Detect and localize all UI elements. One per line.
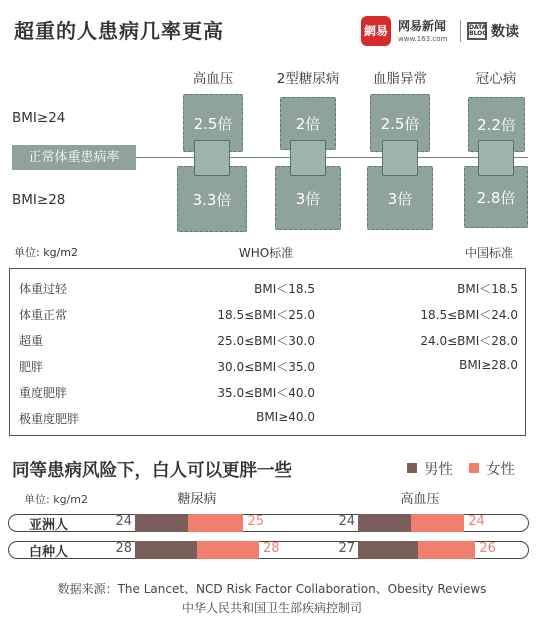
bmi-classification-table: [9, 268, 526, 436]
risk-box-dyslipidemia-bmi24: 2.5倍: [370, 94, 430, 152]
risk-box-dyslipidemia-bmi28: 3倍: [367, 166, 433, 230]
datablog-badge-icon: [467, 22, 487, 40]
value-label-male-0-1: 28: [115, 541, 132, 556]
who-cell: BMI＜18.5: [254, 282, 315, 296]
header-divider: [460, 20, 461, 42]
table-row: [10, 328, 525, 354]
netease-logo: 網易: [361, 16, 391, 46]
value-label-female-0-0: 25: [247, 514, 265, 529]
table-row: [10, 302, 525, 328]
china-standard-header: 中国标准: [464, 246, 513, 260]
value-label-male-1-0: 24: [338, 514, 355, 529]
group-label-hypertension: 高血压: [400, 492, 440, 507]
bar-female-1-0: [411, 514, 464, 532]
risk-box-coronary-bmi28: 2.8倍: [464, 166, 528, 228]
who-cell: 35.0≤BMI＜40.0: [217, 386, 315, 400]
legend-female-swatch: [469, 463, 479, 473]
risk-box-diabetes-bmi28: 3倍: [275, 166, 341, 230]
group-label-diabetes: 糖尿病: [177, 492, 217, 507]
who-cell: 18.5≤BMI＜25.0: [217, 308, 315, 322]
category-cell: 超重: [19, 334, 44, 348]
who-standard-header: WHO标准: [238, 246, 294, 260]
table-row: [10, 406, 525, 432]
category-cell: 体重正常: [19, 308, 68, 322]
category-cell: 极重度肥胖: [19, 412, 80, 426]
chart-unit: 单位: kg/m2: [24, 493, 88, 506]
disease-label-diabetes: 2型糖尿病: [276, 71, 340, 87]
value-label-female-1-0: 24: [468, 514, 485, 529]
section-name: 数读: [491, 24, 519, 40]
table-row: [10, 276, 525, 302]
table-unit: 单位: kg/m2: [14, 246, 78, 259]
table-row: [10, 380, 525, 406]
baseline-marker-coronary: [478, 140, 514, 176]
who-cell: BMI≥40.0: [256, 410, 315, 424]
brand-url: www.163.com: [398, 35, 448, 43]
risk-box-hypertension-bmi28: 3.3倍: [177, 166, 247, 232]
category-cell: 肥胖: [19, 360, 44, 374]
who-cell: 25.0≤BMI＜30.0: [217, 334, 315, 348]
disease-label-coronary: 冠心病: [475, 71, 517, 87]
baseline-marker-hypertension: [194, 140, 230, 176]
bar-male-0-0: [135, 514, 188, 532]
source-line-1: 数据来源：The Lancet、NCD Risk Factor Collaboration、Obesity Reviews: [57, 582, 487, 596]
baseline-marker-diabetes: [290, 140, 326, 176]
value-label-male-1-1: 27: [338, 541, 355, 556]
legend-female-label: 女性: [486, 462, 515, 478]
row-label-bmi24: BMI≥24: [12, 110, 66, 126]
chart-title: 同等患病风险下，白人可以更胖一些: [12, 461, 292, 481]
value-label-female-1-1: 26: [479, 541, 496, 556]
row-label-bmi28: BMI≥28: [12, 192, 66, 208]
bar-male-1-0: [358, 514, 411, 532]
disease-label-dyslipidemia: 血脂异常: [373, 71, 427, 87]
risk-box-diabetes-bmi24: 2倍: [280, 97, 336, 150]
bar-male-1-1: [358, 541, 418, 559]
baseline-marker-dyslipidemia: [382, 140, 418, 176]
bar-female-1-1: [418, 541, 476, 559]
baseline-label: 正常体重患病率: [12, 145, 136, 170]
category-label-asian: 亚洲人: [29, 518, 69, 533]
value-label-female-0-1: 28: [263, 541, 280, 556]
legend-male-swatch: [407, 463, 417, 473]
category-cell: 重度肥胖: [19, 386, 68, 400]
disease-label-hypertension: 高血压: [192, 71, 234, 87]
china-cell: 24.0≤BMI＜28.0: [420, 334, 518, 348]
category-label-white: 白种人: [29, 545, 69, 560]
bar-female-0-0: [188, 514, 243, 532]
bar-male-0-1: [135, 541, 197, 559]
page-title: 超重的人患病几率更高: [14, 19, 224, 43]
china-cell: BMI＜18.5: [457, 282, 518, 296]
category-cell: 体重过轻: [19, 282, 68, 296]
badge-line-1: DATA: [469, 24, 487, 31]
china-cell: BMI≥28.0: [459, 358, 518, 372]
risk-box-hypertension-bmi24: 2.5倍: [183, 94, 243, 152]
table-row: [10, 354, 525, 380]
source-line-2: 中华人民共和国卫生部疾病控制司: [181, 601, 362, 615]
badge-line-2: BLOG: [469, 30, 488, 37]
who-cell: 30.0≤BMI＜35.0: [217, 360, 315, 374]
brand-name: 网易新闻: [398, 19, 447, 33]
china-cell: 18.5≤BMI＜24.0: [420, 308, 518, 322]
bar-female-0-1: [197, 541, 259, 559]
legend-male-label: 男性: [424, 462, 453, 478]
risk-box-coronary-bmi24: 2.2倍: [468, 97, 525, 152]
value-label-male-0-0: 24: [115, 514, 132, 529]
